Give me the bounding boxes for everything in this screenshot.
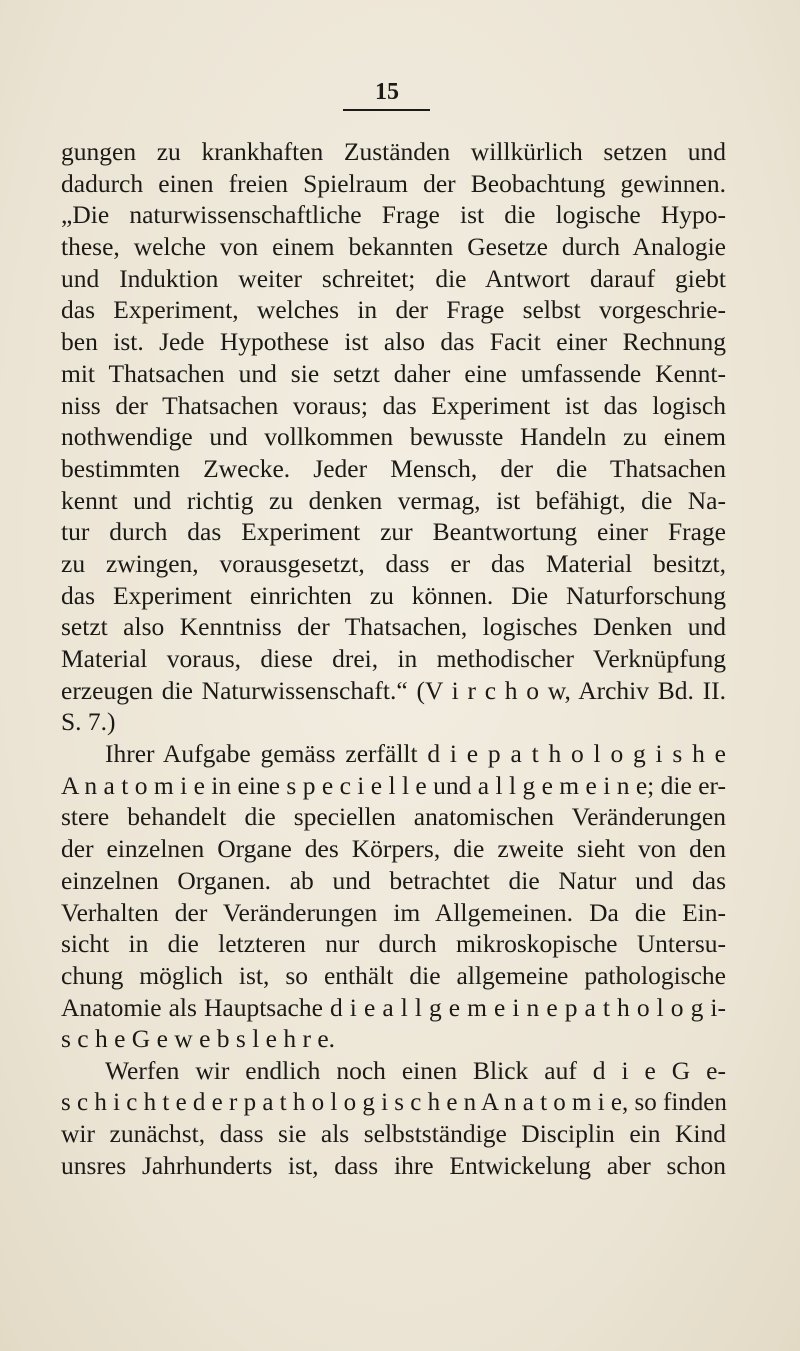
text-line: das Experiment, welches in der Frage selbst vorgeschrie- xyxy=(61,295,726,325)
text-line: dadurch einen freien Spielraum der Beobachtung gewinnen. xyxy=(61,168,726,198)
text-line: Anatomie als Hauptsache d i e a l l g e m e i n e p a t h o l o g i- xyxy=(61,992,726,1022)
text-line: zu zwingen, vorausgesetzt, dass er das Material besitzt, xyxy=(61,548,726,578)
text-line: chung möglich ist, so enthält die allgemeine pathologische xyxy=(61,960,726,990)
text-line: Material voraus, diese drei, in methodischer Verknüpfung xyxy=(61,644,726,673)
text-line: Werfen wir endlich noch einen Blick auf d i e G e- xyxy=(105,1055,726,1085)
text-line: der einzelnen Organe des Körpers, die zweite sieht von den xyxy=(61,834,726,864)
text-line: „Die naturwissenschaftliche Frage ist die logische Hypo- xyxy=(61,200,726,230)
text-line: kennt und richtig zu denken vermag, ist befähigt, die Na- xyxy=(61,485,726,515)
text-line: setzt also Kenntniss der Thatsachen, logisches Denken und xyxy=(61,612,726,642)
text-line: A n a t o m i e in eine s p e c i e l l e und a l l g e m e i n e; die er- xyxy=(61,770,726,800)
text-line: gungen zu krankhaften Zuständen willkürlich setzen und xyxy=(61,137,726,166)
text-line: ben ist. Jede Hypothese ist also das Facit einer Rechnung xyxy=(61,327,726,357)
text-line: und Induktion weiter schreitet; die Antwort darauf giebt xyxy=(61,263,726,293)
body-text xyxy=(61,136,726,1182)
text-line: these, welche von einem bekannten Gesetze durch Analogie xyxy=(61,232,726,262)
text-line: wir zunächst, dass sie als selbstständige Disciplin ein Kind xyxy=(61,1119,726,1149)
text-line: s c h e G e w e b s l e h r e. xyxy=(61,1024,336,1054)
text-line: einzelnen Organen. ab und betrachtet die Natur und das xyxy=(61,865,726,895)
text-line: Ihrer Aufgabe gemäss zerfällt d i e p a t h o l o g i s h e xyxy=(105,739,726,769)
text-line: sicht in die letzteren nur durch mikroskopische Untersu- xyxy=(61,929,726,959)
text-line: nothwendige und vollkommen bewusste Handeln zu einem xyxy=(61,422,726,452)
text-line: mit Thatsachen und sie setzt daher eine umfassende Kennt- xyxy=(61,358,726,388)
text-line: niss der Thatsachen voraus; das Experiment ist das logisch xyxy=(61,390,726,420)
text-line: S. 7.) xyxy=(61,707,116,737)
text-line: erzeugen die Naturwissenschaft.“ (V i r c h o w, Archiv Bd. II. xyxy=(61,675,726,705)
page-number-underline xyxy=(343,109,430,111)
text-line: s c h i c h t e d e r p a t h o l o g i s c h e n A n a t o m i e, so finden xyxy=(61,1088,727,1116)
text-line: stere behandelt die speciellen anatomischen Veränderungen xyxy=(61,802,726,832)
text-line: bestimmten Zwecke. Jeder Mensch, der die Thatsachen xyxy=(61,453,726,483)
text-line: das Experiment einrichten zu können. Die Naturforschung xyxy=(61,580,726,610)
text-line: Verhalten der Veränderungen im Allgemeinen. Da die Ein- xyxy=(61,897,726,927)
text-line: unsres Jahrhunderts ist, dass ihre Entwickelung aber schon xyxy=(61,1151,726,1180)
page-number: 15 xyxy=(375,79,399,105)
text-line: tur durch das Experiment zur Beantwortung einer Frage xyxy=(61,517,726,547)
